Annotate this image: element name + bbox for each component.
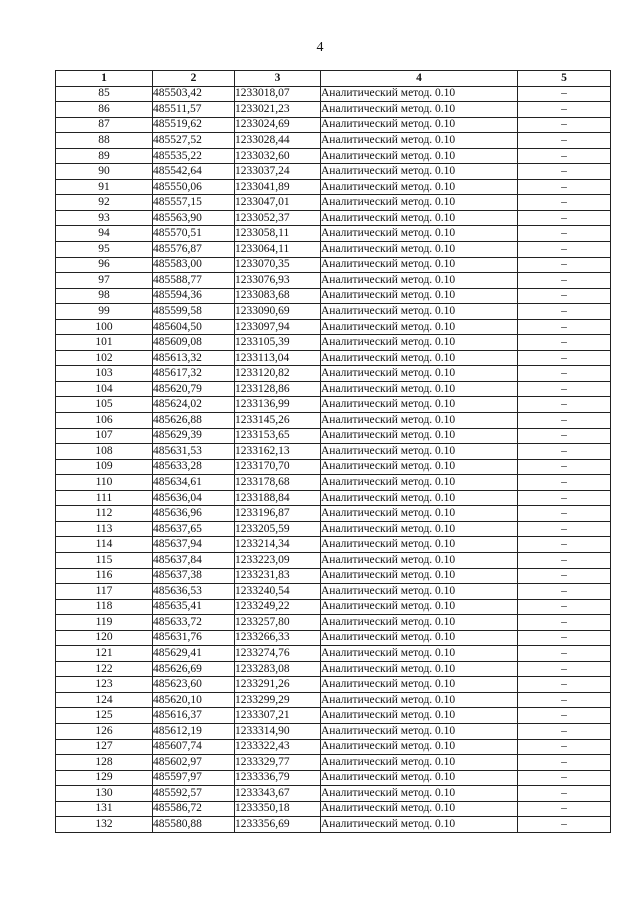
x-coordinate-cell: 485634,61	[153, 475, 235, 491]
note-cell: –	[518, 397, 611, 413]
point-number-cell: 108	[56, 444, 153, 460]
method-cell: Аналитический метод. 0.10	[321, 397, 518, 413]
note-cell: –	[518, 164, 611, 180]
y-coordinate-cell: 1233076,93	[235, 273, 321, 289]
method-cell: Аналитический метод. 0.10	[321, 490, 518, 506]
x-coordinate-cell: 485631,53	[153, 444, 235, 460]
method-cell: Аналитический метод. 0.10	[321, 475, 518, 491]
method-cell: Аналитический метод. 0.10	[321, 444, 518, 460]
x-coordinate-cell: 485535,22	[153, 148, 235, 164]
note-cell: –	[518, 568, 611, 584]
y-coordinate-cell: 1233343,67	[235, 786, 321, 802]
method-cell: Аналитический метод. 0.10	[321, 723, 518, 739]
method-cell: Аналитический метод. 0.10	[321, 568, 518, 584]
method-cell: Аналитический метод. 0.10	[321, 786, 518, 802]
point-number-cell: 118	[56, 599, 153, 615]
point-number-cell: 89	[56, 148, 153, 164]
method-cell: Аналитический метод. 0.10	[321, 413, 518, 429]
y-coordinate-cell: 1233128,86	[235, 381, 321, 397]
table-row	[56, 366, 611, 382]
table-row	[56, 133, 611, 149]
point-number-cell: 125	[56, 708, 153, 724]
x-coordinate-cell: 485583,00	[153, 257, 235, 273]
point-number-cell: 116	[56, 568, 153, 584]
method-cell: Аналитический метод. 0.10	[321, 459, 518, 475]
method-cell: Аналитический метод. 0.10	[321, 708, 518, 724]
y-coordinate-cell: 1233291,26	[235, 677, 321, 693]
point-number-cell: 93	[56, 210, 153, 226]
y-coordinate-cell: 1233097,94	[235, 319, 321, 335]
x-coordinate-cell: 485637,38	[153, 568, 235, 584]
y-coordinate-cell: 1233021,23	[235, 102, 321, 118]
method-cell: Аналитический метод. 0.10	[321, 615, 518, 631]
x-coordinate-cell: 485626,69	[153, 661, 235, 677]
note-cell: –	[518, 708, 611, 724]
method-cell: Аналитический метод. 0.10	[321, 148, 518, 164]
method-cell: Аналитический метод. 0.10	[321, 210, 518, 226]
x-coordinate-cell: 485637,65	[153, 521, 235, 537]
point-number-cell: 127	[56, 739, 153, 755]
method-cell: Аналитический метод. 0.10	[321, 304, 518, 320]
y-coordinate-cell: 1233188,84	[235, 490, 321, 506]
x-coordinate-cell: 485563,90	[153, 210, 235, 226]
method-cell: Аналитический метод. 0.10	[321, 288, 518, 304]
y-coordinate-cell: 1233283,08	[235, 661, 321, 677]
point-number-cell: 115	[56, 552, 153, 568]
point-number-cell: 104	[56, 381, 153, 397]
note-cell: –	[518, 475, 611, 491]
table-row	[56, 537, 611, 553]
table-row	[56, 257, 611, 273]
table-body	[56, 86, 611, 832]
x-coordinate-cell: 485636,04	[153, 490, 235, 506]
y-coordinate-cell: 1233105,39	[235, 335, 321, 351]
table-row	[56, 381, 611, 397]
x-coordinate-cell: 485511,57	[153, 102, 235, 118]
y-coordinate-cell: 1233041,89	[235, 179, 321, 195]
table-row	[56, 179, 611, 195]
point-number-cell: 94	[56, 226, 153, 242]
y-coordinate-cell: 1233307,21	[235, 708, 321, 724]
note-cell: –	[518, 366, 611, 382]
note-cell: –	[518, 242, 611, 258]
point-number-cell: 129	[56, 770, 153, 786]
y-coordinate-cell: 1233090,69	[235, 304, 321, 320]
point-number-cell: 121	[56, 646, 153, 662]
point-number-cell: 124	[56, 692, 153, 708]
point-number-cell: 109	[56, 459, 153, 475]
method-cell: Аналитический метод. 0.10	[321, 506, 518, 522]
note-cell: –	[518, 599, 611, 615]
y-coordinate-cell: 1233214,34	[235, 537, 321, 553]
y-coordinate-cell: 1233136,99	[235, 397, 321, 413]
y-coordinate-cell: 1233240,54	[235, 584, 321, 600]
note-cell: –	[518, 770, 611, 786]
note-cell: –	[518, 273, 611, 289]
y-coordinate-cell: 1233153,65	[235, 428, 321, 444]
note-cell: –	[518, 413, 611, 429]
y-coordinate-cell: 1233322,43	[235, 739, 321, 755]
x-coordinate-cell: 485597,97	[153, 770, 235, 786]
table-row	[56, 226, 611, 242]
method-cell: Аналитический метод. 0.10	[321, 817, 518, 833]
note-cell: –	[518, 148, 611, 164]
method-cell: Аналитический метод. 0.10	[321, 179, 518, 195]
x-coordinate-cell: 485626,88	[153, 413, 235, 429]
point-number-cell: 97	[56, 273, 153, 289]
table-row	[56, 428, 611, 444]
note-cell: –	[518, 490, 611, 506]
method-cell: Аналитический метод. 0.10	[321, 273, 518, 289]
table-header-row	[56, 71, 611, 87]
x-coordinate-cell: 485503,42	[153, 86, 235, 102]
y-coordinate-cell: 1233178,68	[235, 475, 321, 491]
table-row	[56, 801, 611, 817]
note-cell: –	[518, 428, 611, 444]
x-coordinate-cell: 485542,64	[153, 164, 235, 180]
point-number-cell: 105	[56, 397, 153, 413]
table-row	[56, 164, 611, 180]
point-number-cell: 87	[56, 117, 153, 133]
table-row	[56, 475, 611, 491]
note-cell: –	[518, 288, 611, 304]
y-coordinate-cell: 1233113,04	[235, 350, 321, 366]
table-row	[56, 413, 611, 429]
x-coordinate-cell: 485604,50	[153, 319, 235, 335]
y-coordinate-cell: 1233120,82	[235, 366, 321, 382]
table-row	[56, 770, 611, 786]
x-coordinate-cell: 485592,57	[153, 786, 235, 802]
method-cell: Аналитический метод. 0.10	[321, 335, 518, 351]
method-cell: Аналитический метод. 0.10	[321, 366, 518, 382]
method-cell: Аналитический метод. 0.10	[321, 226, 518, 242]
note-cell: –	[518, 195, 611, 211]
table-row	[56, 506, 611, 522]
y-coordinate-cell: 1233052,37	[235, 210, 321, 226]
point-number-cell: 123	[56, 677, 153, 693]
method-cell: Аналитический метод. 0.10	[321, 319, 518, 335]
point-number-cell: 120	[56, 630, 153, 646]
x-coordinate-cell: 485636,96	[153, 506, 235, 522]
table-row	[56, 723, 611, 739]
point-number-cell: 95	[56, 242, 153, 258]
y-coordinate-cell: 1233350,18	[235, 801, 321, 817]
header-col-3: 3	[235, 71, 321, 87]
x-coordinate-cell: 485624,02	[153, 397, 235, 413]
method-cell: Аналитический метод. 0.10	[321, 646, 518, 662]
note-cell: –	[518, 755, 611, 771]
x-coordinate-cell: 485586,72	[153, 801, 235, 817]
y-coordinate-cell: 1233064,11	[235, 242, 321, 258]
y-coordinate-cell: 1233032,60	[235, 148, 321, 164]
point-number-cell: 117	[56, 584, 153, 600]
method-cell: Аналитический метод. 0.10	[321, 584, 518, 600]
note-cell: –	[518, 133, 611, 149]
y-coordinate-cell: 1233018,07	[235, 86, 321, 102]
table-row	[56, 86, 611, 102]
method-cell: Аналитический метод. 0.10	[321, 630, 518, 646]
x-coordinate-cell: 485635,41	[153, 599, 235, 615]
x-coordinate-cell: 485570,51	[153, 226, 235, 242]
y-coordinate-cell: 1233257,80	[235, 615, 321, 631]
table-row	[56, 630, 611, 646]
method-cell: Аналитический метод. 0.10	[321, 677, 518, 693]
note-cell: –	[518, 584, 611, 600]
method-cell: Аналитический метод. 0.10	[321, 537, 518, 553]
x-coordinate-cell: 485631,76	[153, 630, 235, 646]
y-coordinate-cell: 1233058,11	[235, 226, 321, 242]
point-number-cell: 86	[56, 102, 153, 118]
x-coordinate-cell: 485527,52	[153, 133, 235, 149]
note-cell: –	[518, 381, 611, 397]
point-number-cell: 91	[56, 179, 153, 195]
point-number-cell: 99	[56, 304, 153, 320]
y-coordinate-cell: 1233037,24	[235, 164, 321, 180]
x-coordinate-cell: 485616,37	[153, 708, 235, 724]
table-row	[56, 242, 611, 258]
table-row	[56, 584, 611, 600]
table-row	[56, 552, 611, 568]
x-coordinate-cell: 485599,58	[153, 304, 235, 320]
y-coordinate-cell: 1233083,68	[235, 288, 321, 304]
method-cell: Аналитический метод. 0.10	[321, 257, 518, 273]
table-row	[56, 692, 611, 708]
method-cell: Аналитический метод. 0.10	[321, 770, 518, 786]
x-coordinate-cell: 485588,77	[153, 273, 235, 289]
point-number-cell: 130	[56, 786, 153, 802]
note-cell: –	[518, 661, 611, 677]
table-row	[56, 459, 611, 475]
note-cell: –	[518, 817, 611, 833]
table-row	[56, 102, 611, 118]
point-number-cell: 85	[56, 86, 153, 102]
method-cell: Аналитический метод. 0.10	[321, 350, 518, 366]
y-coordinate-cell: 1233070,35	[235, 257, 321, 273]
y-coordinate-cell: 1233047,01	[235, 195, 321, 211]
method-cell: Аналитический метод. 0.10	[321, 521, 518, 537]
method-cell: Аналитический метод. 0.10	[321, 739, 518, 755]
point-number-cell: 101	[56, 335, 153, 351]
table-row	[56, 708, 611, 724]
table-row	[56, 661, 611, 677]
y-coordinate-cell: 1233314,90	[235, 723, 321, 739]
x-coordinate-cell: 485607,74	[153, 739, 235, 755]
method-cell: Аналитический метод. 0.10	[321, 117, 518, 133]
y-coordinate-cell: 1233024,69	[235, 117, 321, 133]
x-coordinate-cell: 485629,41	[153, 646, 235, 662]
point-number-cell: 92	[56, 195, 153, 211]
point-number-cell: 103	[56, 366, 153, 382]
method-cell: Аналитический метод. 0.10	[321, 164, 518, 180]
table-row	[56, 148, 611, 164]
method-cell: Аналитический метод. 0.10	[321, 755, 518, 771]
table-row	[56, 599, 611, 615]
table-row	[56, 117, 611, 133]
table-row	[56, 521, 611, 537]
note-cell: –	[518, 257, 611, 273]
method-cell: Аналитический метод. 0.10	[321, 428, 518, 444]
header-col-2: 2	[153, 71, 235, 87]
table-row	[56, 490, 611, 506]
table-row	[56, 210, 611, 226]
note-cell: –	[518, 335, 611, 351]
note-cell: –	[518, 304, 611, 320]
coordinates-table	[55, 70, 611, 833]
x-coordinate-cell: 485580,88	[153, 817, 235, 833]
table-row	[56, 335, 611, 351]
table-row	[56, 739, 611, 755]
note-cell: –	[518, 444, 611, 460]
note-cell: –	[518, 723, 611, 739]
note-cell: –	[518, 801, 611, 817]
method-cell: Аналитический метод. 0.10	[321, 599, 518, 615]
method-cell: Аналитический метод. 0.10	[321, 552, 518, 568]
x-coordinate-cell: 485576,87	[153, 242, 235, 258]
header-col-5: 5	[518, 71, 611, 87]
x-coordinate-cell: 485633,28	[153, 459, 235, 475]
table-row	[56, 304, 611, 320]
x-coordinate-cell: 485636,53	[153, 584, 235, 600]
x-coordinate-cell: 485550,06	[153, 179, 235, 195]
y-coordinate-cell: 1233356,69	[235, 817, 321, 833]
note-cell: –	[518, 692, 611, 708]
x-coordinate-cell: 485602,97	[153, 755, 235, 771]
table-row	[56, 444, 611, 460]
y-coordinate-cell: 1233336,79	[235, 770, 321, 786]
x-coordinate-cell: 485623,60	[153, 677, 235, 693]
x-coordinate-cell: 485617,32	[153, 366, 235, 382]
note-cell: –	[518, 117, 611, 133]
table-row	[56, 786, 611, 802]
note-cell: –	[518, 319, 611, 335]
table-row	[56, 288, 611, 304]
note-cell: –	[518, 459, 611, 475]
point-number-cell: 113	[56, 521, 153, 537]
method-cell: Аналитический метод. 0.10	[321, 86, 518, 102]
page-number: 4	[316, 40, 324, 55]
method-cell: Аналитический метод. 0.10	[321, 242, 518, 258]
x-coordinate-cell: 485557,15	[153, 195, 235, 211]
point-number-cell: 131	[56, 801, 153, 817]
note-cell: –	[518, 86, 611, 102]
point-number-cell: 114	[56, 537, 153, 553]
point-number-cell: 102	[56, 350, 153, 366]
y-coordinate-cell: 1233028,44	[235, 133, 321, 149]
method-cell: Аналитический метод. 0.10	[321, 801, 518, 817]
y-coordinate-cell: 1233231,83	[235, 568, 321, 584]
note-cell: –	[518, 677, 611, 693]
y-coordinate-cell: 1233274,76	[235, 646, 321, 662]
note-cell: –	[518, 552, 611, 568]
note-cell: –	[518, 646, 611, 662]
method-cell: Аналитический метод. 0.10	[321, 195, 518, 211]
note-cell: –	[518, 786, 611, 802]
method-cell: Аналитический метод. 0.10	[321, 133, 518, 149]
note-cell: –	[518, 179, 611, 195]
y-coordinate-cell: 1233162,13	[235, 444, 321, 460]
y-coordinate-cell: 1233145,26	[235, 413, 321, 429]
x-coordinate-cell: 485633,72	[153, 615, 235, 631]
y-coordinate-cell: 1233205,59	[235, 521, 321, 537]
table-row	[56, 397, 611, 413]
note-cell: –	[518, 350, 611, 366]
header-col-4: 4	[321, 71, 518, 87]
point-number-cell: 110	[56, 475, 153, 491]
table-row	[56, 319, 611, 335]
table-row	[56, 677, 611, 693]
x-coordinate-cell: 485609,08	[153, 335, 235, 351]
point-number-cell: 112	[56, 506, 153, 522]
point-number-cell: 100	[56, 319, 153, 335]
y-coordinate-cell: 1233196,87	[235, 506, 321, 522]
point-number-cell: 132	[56, 817, 153, 833]
note-cell: –	[518, 102, 611, 118]
point-number-cell: 107	[56, 428, 153, 444]
y-coordinate-cell: 1233170,70	[235, 459, 321, 475]
table-row	[56, 615, 611, 631]
note-cell: –	[518, 739, 611, 755]
table-row	[56, 195, 611, 211]
header-col-1: 1	[56, 71, 153, 87]
note-cell: –	[518, 506, 611, 522]
method-cell: Аналитический метод. 0.10	[321, 381, 518, 397]
point-number-cell: 106	[56, 413, 153, 429]
x-coordinate-cell: 485519,62	[153, 117, 235, 133]
x-coordinate-cell: 485637,94	[153, 537, 235, 553]
point-number-cell: 122	[56, 661, 153, 677]
y-coordinate-cell: 1233223,09	[235, 552, 321, 568]
table-row	[56, 755, 611, 771]
y-coordinate-cell: 1233266,33	[235, 630, 321, 646]
note-cell: –	[518, 630, 611, 646]
table-row	[56, 350, 611, 366]
note-cell: –	[518, 210, 611, 226]
point-number-cell: 128	[56, 755, 153, 771]
x-coordinate-cell: 485620,10	[153, 692, 235, 708]
y-coordinate-cell: 1233299,29	[235, 692, 321, 708]
point-number-cell: 126	[56, 723, 153, 739]
x-coordinate-cell: 485594,36	[153, 288, 235, 304]
x-coordinate-cell: 485613,32	[153, 350, 235, 366]
point-number-cell: 90	[56, 164, 153, 180]
table-row	[56, 817, 611, 833]
table-row	[56, 646, 611, 662]
x-coordinate-cell: 485637,84	[153, 552, 235, 568]
note-cell: –	[518, 226, 611, 242]
table-row	[56, 273, 611, 289]
point-number-cell: 111	[56, 490, 153, 506]
point-number-cell: 98	[56, 288, 153, 304]
note-cell: –	[518, 615, 611, 631]
method-cell: Аналитический метод. 0.10	[321, 661, 518, 677]
note-cell: –	[518, 537, 611, 553]
y-coordinate-cell: 1233249,22	[235, 599, 321, 615]
point-number-cell: 119	[56, 615, 153, 631]
y-coordinate-cell: 1233329,77	[235, 755, 321, 771]
point-number-cell: 88	[56, 133, 153, 149]
x-coordinate-cell: 485620,79	[153, 381, 235, 397]
x-coordinate-cell: 485612,19	[153, 723, 235, 739]
point-number-cell: 96	[56, 257, 153, 273]
note-cell: –	[518, 521, 611, 537]
table-row	[56, 568, 611, 584]
method-cell: Аналитический метод. 0.10	[321, 692, 518, 708]
method-cell: Аналитический метод. 0.10	[321, 102, 518, 118]
x-coordinate-cell: 485629,39	[153, 428, 235, 444]
